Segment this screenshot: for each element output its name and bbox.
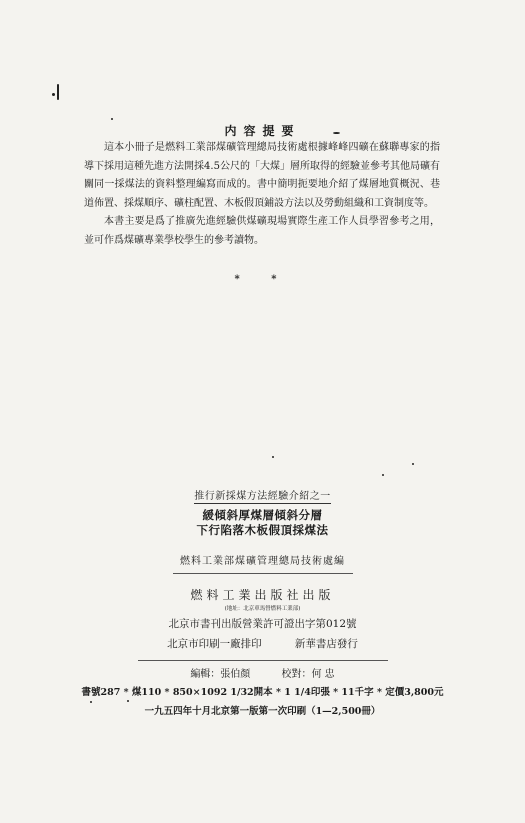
summary-body [84, 139, 440, 251]
printing-line [0, 636, 525, 651]
author-line: 燃料工業部煤礦管理總局技術處編 [180, 556, 345, 567]
ink-speck [111, 118, 113, 120]
editors-line [0, 665, 525, 680]
divider-rule [173, 573, 353, 574]
summary-title: 内容提要 [224, 124, 301, 138]
series-line [0, 487, 525, 504]
editor-name: 編輯：張伯顏 [190, 669, 251, 680]
book-title [0, 508, 525, 538]
ink-speck [412, 463, 414, 465]
book-title-line-2: 下行陷落木板假頂採煤法 [196, 523, 329, 537]
series-name: 推行新採煤方法經驗介紹之一 [194, 487, 331, 504]
printer-name: 北京市印刷一廠排印 [167, 638, 262, 650]
proofreader-name: 校對：何 忠 [281, 669, 335, 680]
catalog-line: 書號287 * 煤110 * 850×1092 1/32開本 * 1 1/4印張 * 11千字 * 定價3,800元 [81, 687, 444, 698]
book-title-line-1: 緩傾斜厚煤層傾斜分層 [202, 508, 323, 522]
publisher-line: 燃料工業出版社出版 [190, 588, 335, 602]
license-line: 北京市書刊出版營業許可證出字第012號 [168, 618, 357, 630]
distributor-name: 新華書店發行 [294, 638, 358, 650]
ink-speck [272, 456, 274, 458]
colophon [0, 487, 525, 717]
ink-speck [57, 84, 59, 100]
ink-speck [382, 474, 384, 476]
divider-rule [138, 660, 388, 661]
section-divider-stars: * * [234, 274, 291, 285]
summary-paragraph-1: 這本小冊子是燃料工業部煤礦管理總局技術處根據峰峰四礦在蘇聯專家的指導下採用這種先進方法開採4.5公尺的「大煤」層所取得的經驗並參考其他局礦有關同一採煤法的資料整理編寫而成的。書中簡明扼要地介紹了煤層地質概況、巷道佈置、採煤順序、礦柱配置、木板假頂鋪設方法以及勞動組織和工資制度等。 [84, 142, 440, 209]
publisher-address: (地址：北京車馬營燃料工業部) [224, 606, 301, 612]
ink-speck [52, 93, 55, 96]
edition-line: 一九五四年十月北京第一版第一次印刷（1—2,500冊） [144, 706, 381, 717]
summary-paragraph-2: 本書主要是爲了推廣先進經驗供煤礦現場實際生產工作人員學習參考之用，並可作爲煤礦專業學校學生的參考讀物。 [84, 216, 440, 246]
